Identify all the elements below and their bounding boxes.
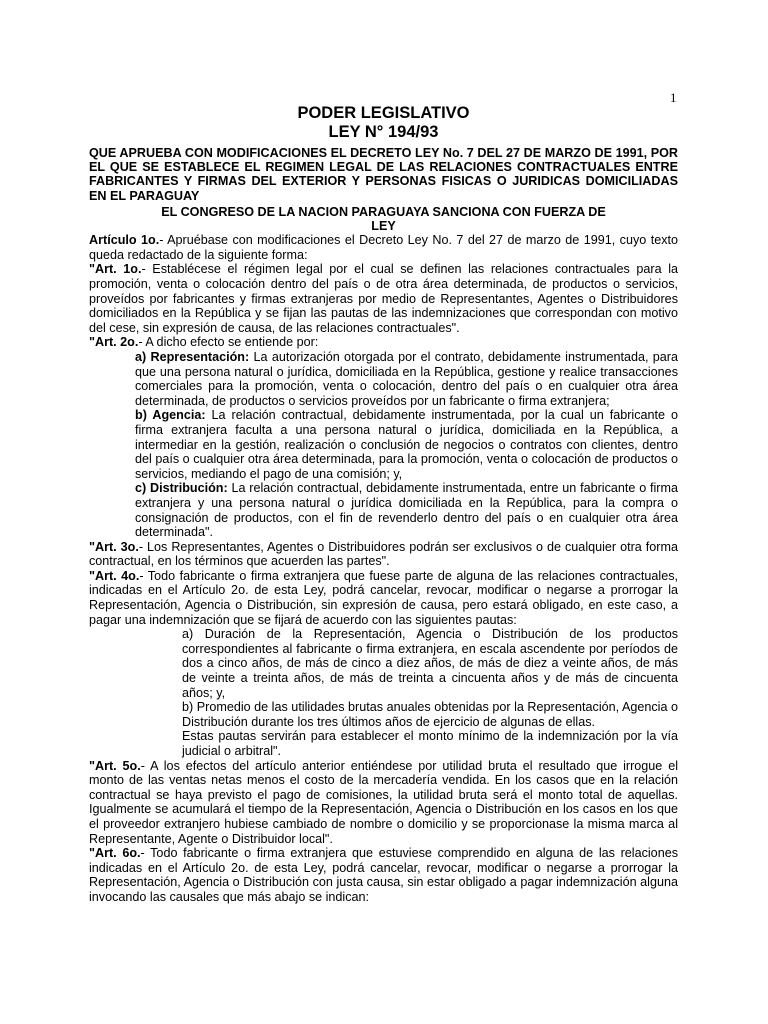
article-4-item-a: a) Duración de la Representación, Agencia o Distribución de los productos correspondientes al fabricante o firma extranjera, en escala ascendente por períodos de dos a cinco años, de más de cinco a diez años, de más de diez a veinte años, de más de veinte a treinta años, de más de treinta a cincuenta años y de más de cincuenta años; y, xyxy=(182,627,678,700)
article-6 xyxy=(89,846,678,904)
article-3-label: "Art. 3o. xyxy=(89,539,139,554)
law-subject: QUE APRUEBA CON MODIFICACIONES EL DECRETO LEY No. 7 DEL 27 DE MARZO DE 1991, POR EL QUE SE ESTABLECE EL REGIMEN LEGAL DE LAS RELACIONES CONTRACTUALES ENTRE FABRICANTES Y FIRMAS DEL EXTERIOR Y PERSONAS FISICAS O JURIDICAS DOMICILIADAS EN EL PARAGUAY xyxy=(89,146,678,203)
article-2-text: - A dicho efecto se entiende por: xyxy=(138,335,319,350)
article-1-text: - Apruébase con modificaciones el Decreto Ley No. 7 del 27 de marzo de 1991, cuyo texto queda redactado de la siguiente forma: xyxy=(89,233,678,262)
article-4-item-b: b) Promedio de las utilidades brutas anuales obtenidas por la Representación, Agencia o Distribución durante los tres últimos años de ejercicio de algunas de ellas. xyxy=(182,700,678,729)
article-2-item-a xyxy=(135,350,678,408)
article-2-label: "Art. 2o. xyxy=(89,335,139,350)
quoted-article-1-text: - Establécese el régimen legal por el cual se definen las relaciones contractuales para la promoción, venta o colocación dentro del país o de otra área determinada, de productos o servicios, proveídos por fabricantes y firmas extranjeras por medio de Representantes, Agentes o Distribuidores domiciliados en la República y se fijan las pautas de las indemnizaciones que correspondan con motivo del cese, sin expresión de causa, de las relaciones contractuales". xyxy=(89,262,678,335)
item-b-text: La relación contractual, debidamente instrumentada, por la cual un fabricante o firma extranjera faculta a una persona natural o jurídica, domiciliada en la República, a intermediar en la gestión, realización o conclusión de negocios o contratos con clientes, dentro del país o cualquier otra área determinada, para la promoción, venta o colocación de productos o servicios, mediando el pago de una comisión; y, xyxy=(135,408,678,481)
article-1 xyxy=(89,233,678,262)
item-c-text: La relación contractual, debidamente instrumentada, entre un fabricante o firma extranjera y una persona natural o jurídica domiciliada en la República, para la compra o consignación de productos, con el fin de revenderlo dentro del país o en cualquier otra área determinada". xyxy=(135,481,678,540)
article-1-label: Artículo 1o. xyxy=(89,233,160,248)
article-4-closing: Estas pautas servirán para establecer el monto mínimo de la indemnización por la vía judicial o arbitral". xyxy=(182,729,678,758)
quoted-article-1-label: "Art. 1o. xyxy=(89,262,142,277)
article-2 xyxy=(89,335,678,350)
article-3-text: - Los Representantes, Agentes o Distribuidores podrán ser exclusivos o de cualquier otra forma contractual, en los términos que acuerden las partes". xyxy=(89,539,678,569)
document-body xyxy=(89,104,678,905)
item-a-label: a) Representación: xyxy=(135,349,250,364)
article-4-text: - Todo fabricante o firma extranjera que fuese parte de alguna de las relaciones contractuales, indicadas en el Artículo 2o. de esta Ley, podrá cancelar, revocar, modificar o negarse a prorrogar la Representación, Agencia o Distribución, sin expresión de causa, pero estará obligado, en este caso, a pagar una indemnización que se fijará de acuerdo con las siguientes pautas: xyxy=(89,568,678,627)
item-b-label: b) Agencia: xyxy=(135,408,206,423)
article-6-label: "Art. 6o. xyxy=(89,846,141,861)
article-2-item-c xyxy=(135,481,678,539)
article-2-item-b xyxy=(135,408,678,481)
page-number: 1 xyxy=(670,90,677,105)
article-4 xyxy=(89,569,678,627)
quoted-article-1 xyxy=(89,262,678,335)
item-c-label: c) Distribución: xyxy=(135,481,228,496)
article-6-text: - Todo fabricante o firma extranjera que estuviese comprendido en alguna de las relaciones indicadas en el Artículo 2o. de esta Ley, podrá cancelar, revocar, modificar o negarse a prorrogar la Representación, Agencia o Distribución con justa causa, sin estar obligado a pagar indemnización alguna invocando las causales que más abajo se indican: xyxy=(89,846,678,904)
item-a-text: La autorización otorgada por el contrato, debidamente instrumentada, para que una persona natural o jurídica, domiciliada en la República, gestione y realice transacciones comerciales para la promoción, venta o colocación, dentro del país o en cualquier otra área determinada, de productos o servicios proveídos por un fabricante o firma extranjera; xyxy=(135,349,679,408)
article-5-label: "Art. 5o. xyxy=(89,758,141,773)
law-number: LEY N° 194/93 xyxy=(328,123,439,141)
document-title: PODER LEGISLATIVO xyxy=(297,104,470,122)
article-5 xyxy=(89,759,678,847)
article-5-text: - A los efectos del artículo anterior entiéndese por utilidad bruta el resultado que irrogue el monto de las ventas netas menos el costo de la mercadería vendida. En los casos que en la relación contractual se haya previsto el pago de comisiones, la utilidad bruta será el monto total de aquellas. Igualmente se acumulará el tiempo de la Representación, Agencia o Distribución en los casos en los que el proveedor extranjero hubiese cambiado de nombre o domicilio y se proporcionase la misma marca al Representante, Agente o Distribuidor local". xyxy=(89,758,679,846)
article-3 xyxy=(89,540,678,569)
article-4-label: "Art. 4o. xyxy=(89,568,140,583)
enacting-clause: EL CONGRESO DE LA NACION PARAGUAYA SANCIONA CON FUERZA DE LEY xyxy=(161,204,606,234)
